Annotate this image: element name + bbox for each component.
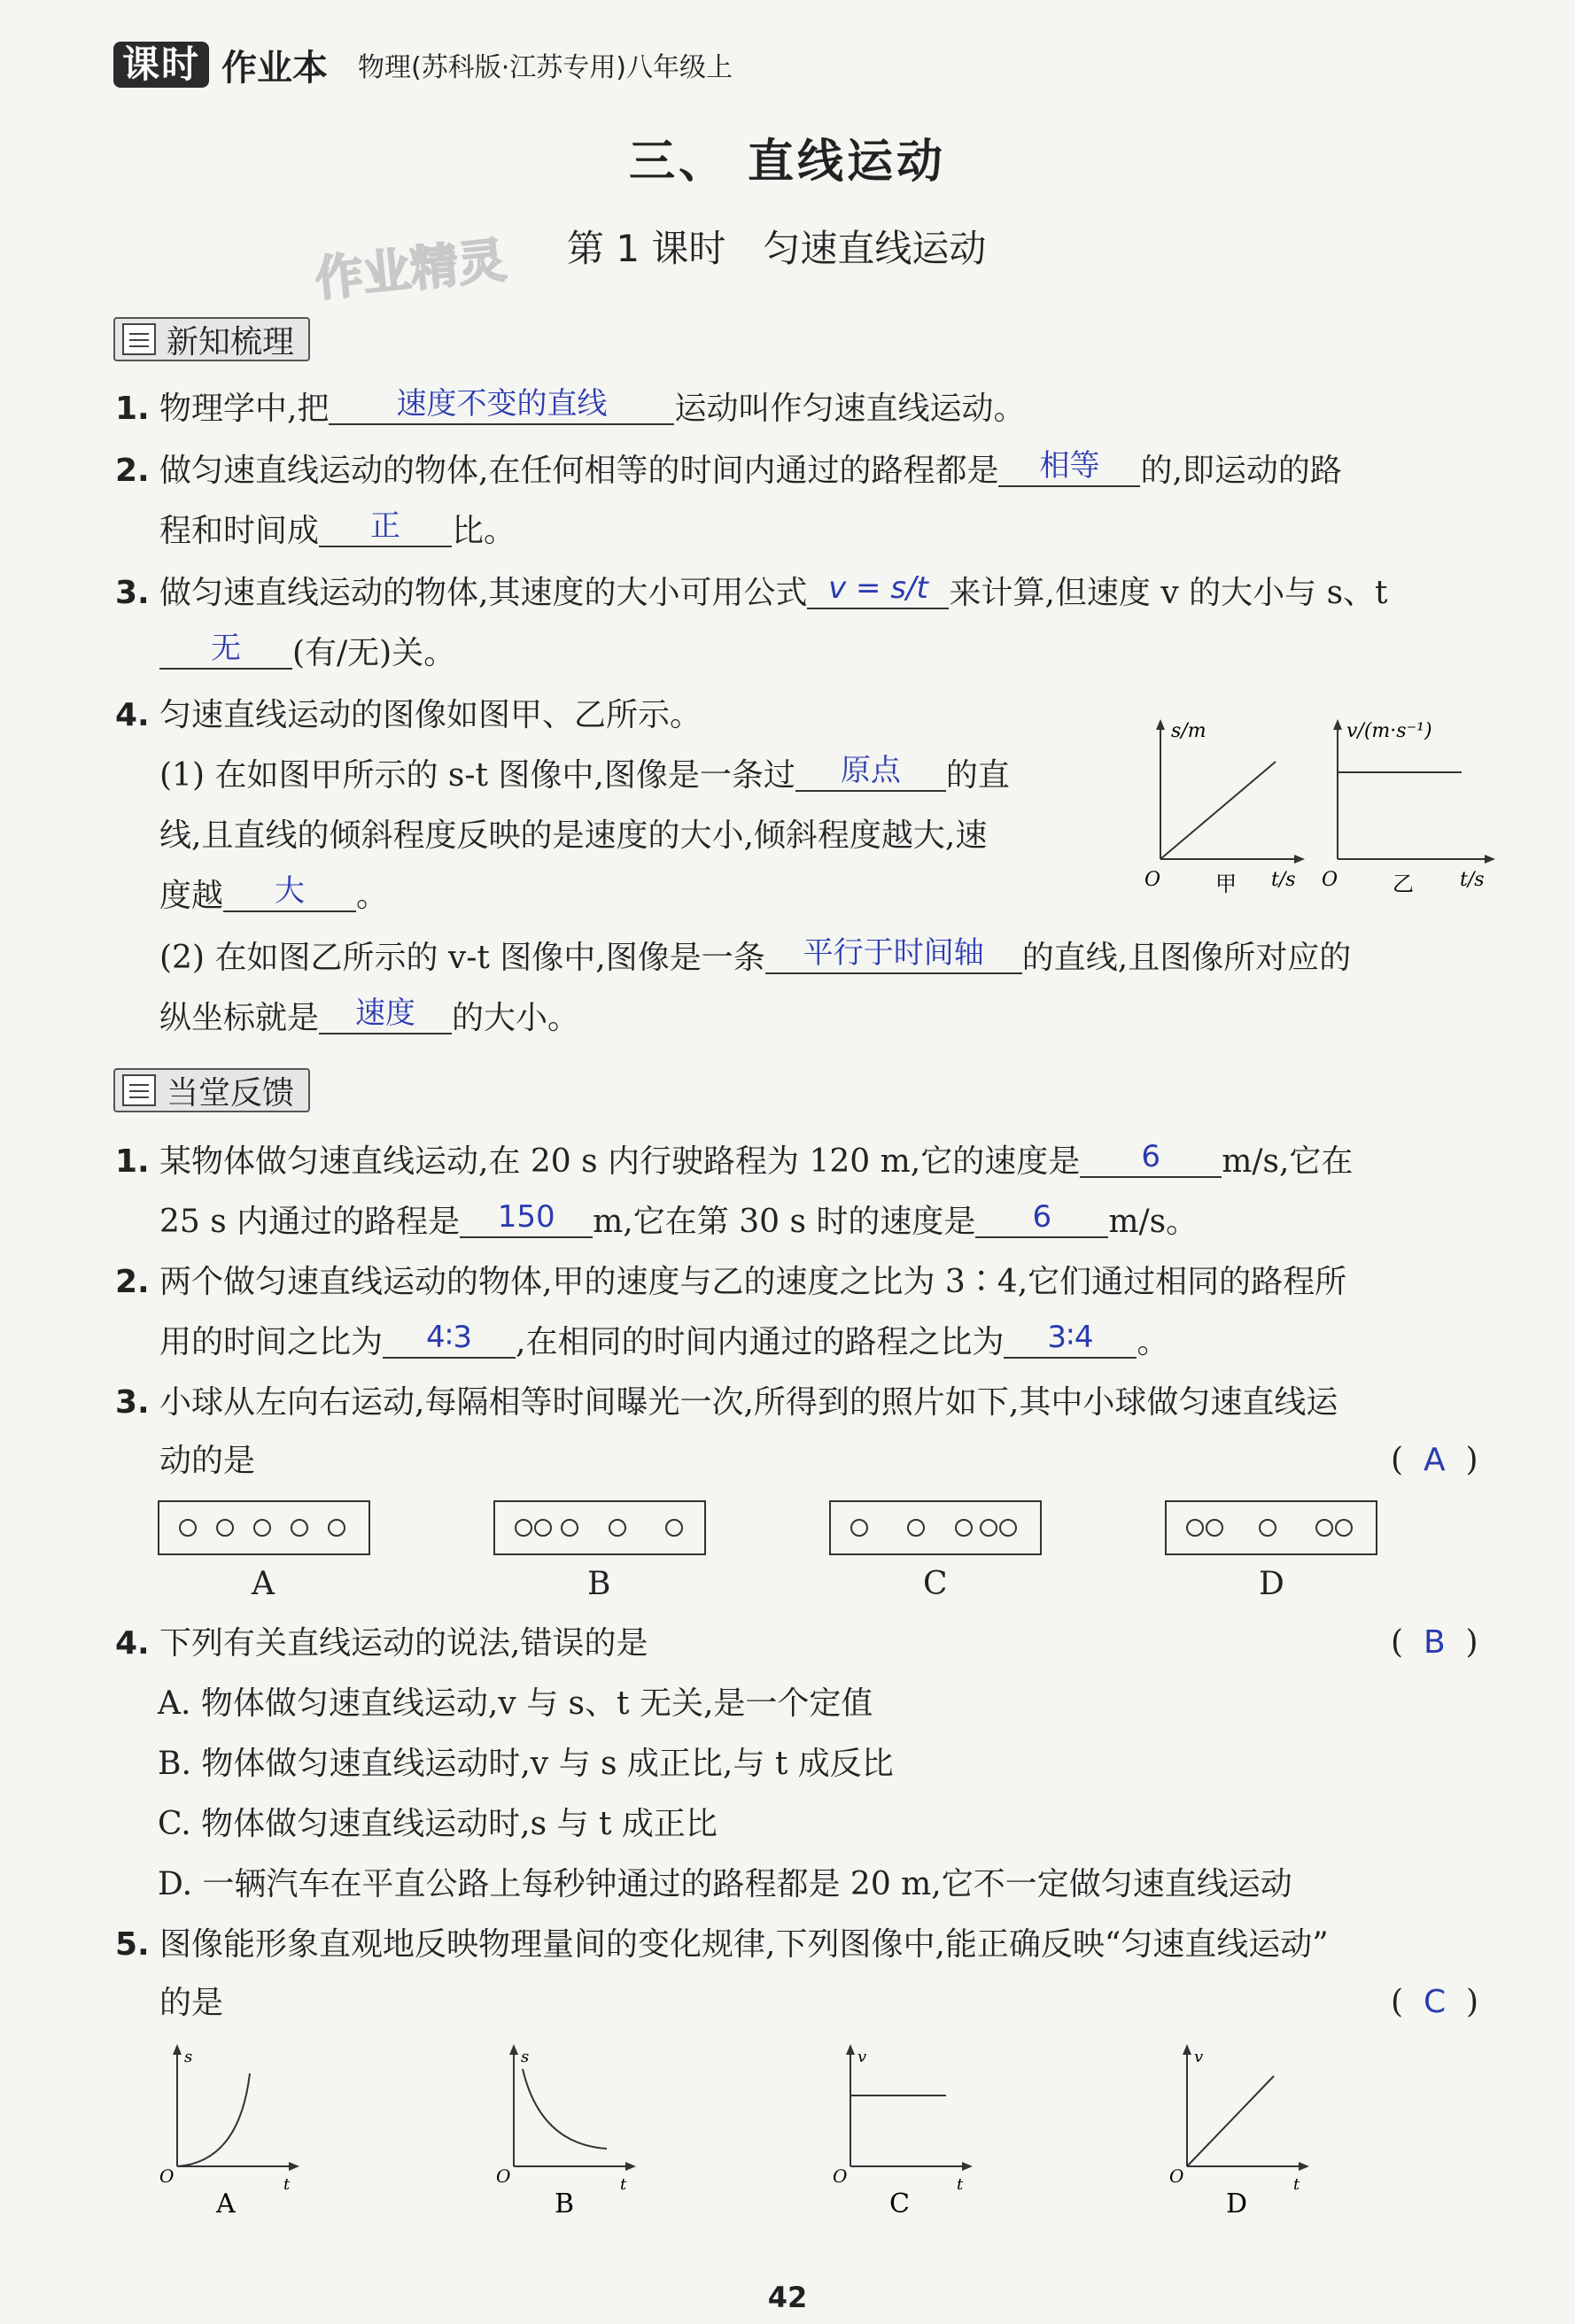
question-text: 。: [356, 878, 389, 914]
ball: [1315, 1519, 1333, 1537]
x-label: t: [620, 2175, 627, 2194]
answer-blank[interactable]: 大: [223, 872, 356, 912]
brand-logo: 课时: [113, 42, 209, 88]
ball: [179, 1519, 197, 1537]
ball: [561, 1519, 578, 1537]
option-b[interactable]: B. 物体做匀速直线运动时,v 与 s 成正比,与 t 成反比: [158, 1746, 894, 1782]
graph-line: [1160, 762, 1276, 859]
question-text: 图像能形象直观地反映物理量间的变化规律,下列图像中,能正确反映“匀速直线运动”: [159, 1926, 1329, 1963]
ball: [955, 1519, 973, 1537]
origin-label: O: [1169, 2165, 1184, 2187]
question-text: 下列有关直线运动的说法,错误的是: [159, 1625, 648, 1662]
question-text: 某物体做匀速直线运动,在 20 s 内行驶路程为 120 m,它的速度是: [159, 1143, 1081, 1180]
question-1: [115, 386, 1026, 430]
ball: [1259, 1519, 1276, 1537]
question-text: 物理学中,把: [159, 391, 330, 427]
answer-blank[interactable]: 原点: [795, 751, 946, 792]
question-number: 4.: [115, 697, 150, 733]
y-axis-arrow: [846, 2044, 855, 2055]
origin-label: O: [1144, 869, 1161, 891]
ball: [253, 1519, 271, 1537]
question-number: 3.: [115, 575, 150, 611]
choice-answer[interactable]: B: [1423, 1624, 1446, 1661]
ball: [291, 1519, 308, 1537]
feedback-q3-line2: 动的是: [159, 1443, 256, 1479]
question-number: 1.: [115, 1143, 150, 1180]
question-4-part1-line1: [159, 753, 1010, 797]
page-header: [113, 37, 733, 92]
question-text: 的直: [945, 757, 1010, 794]
book-name: 作业本: [221, 47, 329, 89]
x-axis-arrow: [1299, 2162, 1309, 2171]
x-label: t: [957, 2175, 964, 2194]
answer-blank[interactable]: 3∶4: [1004, 1318, 1137, 1359]
graph-option-b[interactable]: [487, 2034, 664, 2219]
caption: D: [1226, 2188, 1248, 2219]
x-label: t: [1293, 2175, 1300, 2194]
question-text: 的,即运动的路: [1140, 453, 1342, 489]
caption: 甲: [1215, 872, 1237, 896]
answer-blank[interactable]: 平行于时间轴: [765, 933, 1022, 974]
y-label: v: [1194, 2048, 1204, 2066]
watermark: 作业精灵: [312, 231, 509, 308]
ball: [609, 1519, 626, 1537]
question-2-line2: [159, 508, 516, 553]
question-4-part2-line1: [159, 935, 1352, 980]
question-text: (有/无)关。: [292, 635, 456, 671]
pencil-icon: [122, 1074, 156, 1106]
question-number: 2.: [115, 453, 150, 489]
graph-option-a[interactable]: [151, 2034, 328, 2219]
question-number: 2.: [115, 1264, 150, 1300]
ball: [1186, 1519, 1204, 1537]
question-text: 度越: [159, 878, 224, 914]
graph-curve: [177, 2073, 250, 2166]
feedback-q2-line1: [115, 1263, 1346, 1302]
section-title: 当堂反馈: [167, 1074, 295, 1112]
feedback-q4-stem: [115, 1624, 648, 1663]
answer-blank[interactable]: 速度不变的直线: [329, 384, 674, 425]
answer-blank[interactable]: 速度: [319, 994, 452, 1034]
option-d[interactable]: D. 一辆汽车在平直公路上每秒钟通过的路程都是 20 m,它不一定做匀速直线运动: [158, 1866, 1292, 1902]
graph-line: [1187, 2076, 1274, 2166]
question-2-line1: [115, 448, 1342, 492]
chapter-title: 三、 直线运动: [628, 136, 947, 189]
y-label: s: [184, 2048, 193, 2066]
question-text: 运动叫作匀速直线运动。: [674, 391, 1026, 427]
lesson-title: 第 1 课时 匀速直线运动: [567, 227, 987, 270]
ball: [534, 1519, 552, 1537]
question-text: (1) 在如图甲所示的 s-t 图像中,图像是一条过: [159, 757, 795, 794]
question-text: 纵坐标就是: [159, 1000, 320, 1036]
graph-option-d[interactable]: [1160, 2034, 1338, 2219]
answer-blank[interactable]: v = s/t: [807, 569, 949, 609]
ball: [999, 1519, 1017, 1537]
y-label: v/(m·s⁻¹): [1346, 720, 1432, 742]
question-number: 1.: [115, 391, 150, 427]
origin-label: O: [833, 2165, 848, 2187]
feedback-q1-line1: [115, 1139, 1354, 1183]
option-label: A: [252, 1566, 275, 1602]
option-label: D: [1259, 1566, 1284, 1602]
option-c[interactable]: C. 物体做匀速直线运动时,s 与 t 成正比: [158, 1806, 718, 1842]
notebook-icon: [122, 323, 156, 355]
question-text: 。: [1137, 1324, 1169, 1360]
answer-blank[interactable]: 正: [319, 507, 452, 547]
caption: 乙: [1393, 872, 1414, 896]
choice-answer[interactable]: C: [1423, 1984, 1447, 2020]
x-label: t/s: [1460, 869, 1485, 891]
option-label: C: [923, 1566, 948, 1602]
answer-blank[interactable]: 4∶3: [383, 1318, 516, 1359]
answer-blank[interactable]: 6: [1080, 1137, 1222, 1178]
answer-blank[interactable]: 150: [460, 1197, 593, 1238]
caption: C: [889, 2188, 910, 2219]
subject-label: 物理(苏科版·江苏专用)八年级上: [358, 52, 733, 83]
feedback-q5-line1: [115, 1925, 1329, 1964]
question-text: 的直线,且图像所对应的: [1021, 940, 1352, 976]
ball: [907, 1519, 925, 1537]
question-text: 25 s 内通过的路程是: [159, 1204, 461, 1240]
section-new-knowledge: [113, 317, 310, 361]
question-text: 匀速直线运动的图像如图甲、乙所示。: [159, 697, 702, 733]
question-text: m/s,它在: [1222, 1143, 1354, 1180]
question-4-part1-line2: 线,且直线的倾斜程度反映的是速度的大小,倾斜程度越大,速: [159, 817, 988, 854]
question-text: 小球从左向右运动,每隔相等时间曝光一次,所得到的照片如下,其中小球做匀速直线运: [159, 1384, 1338, 1421]
feedback-q5-line2: 的是: [159, 1985, 224, 2021]
question-text: 做匀速直线运动的物体,在任何相等的时间内通过的路程都是: [159, 453, 999, 489]
x-axis-arrow: [962, 2162, 973, 2171]
ball: [515, 1519, 532, 1537]
question-number: 3.: [115, 1384, 150, 1421]
photo-option-d[interactable]: [1165, 1500, 1377, 1555]
photo-option-b[interactable]: [493, 1500, 706, 1555]
graph-option-c[interactable]: [824, 2034, 1001, 2219]
photo-option-a[interactable]: [158, 1500, 370, 1555]
x-axis-arrow: [1294, 855, 1305, 864]
question-text: ,在相同的时间内通过的路程之比为: [516, 1324, 1005, 1360]
question-text: 比。: [452, 513, 516, 549]
graph-jia: [1134, 709, 1329, 903]
question-text: (2) 在如图乙所示的 v-t 图像中,图像是一条: [159, 940, 765, 976]
y-label: s/m: [1171, 720, 1206, 742]
y-axis-arrow: [1183, 2044, 1191, 2055]
question-text: m,它在第 30 s 时的速度是: [593, 1204, 976, 1240]
page-number: 42: [767, 2281, 808, 2314]
question-4-part1-line3: [159, 873, 389, 918]
answer-blank[interactable]: 无: [159, 629, 292, 670]
question-text: 用的时间之比为: [159, 1324, 384, 1360]
question-4-stem: [115, 696, 702, 735]
x-axis-arrow: [289, 2162, 299, 2171]
question-3-line1: [115, 570, 1388, 615]
ball: [216, 1519, 234, 1537]
origin-label: O: [159, 2165, 175, 2187]
option-label: B: [587, 1566, 611, 1602]
question-number: 5.: [115, 1926, 150, 1963]
ball: [1335, 1519, 1353, 1537]
caption: B: [555, 2188, 575, 2219]
section-title: 新知梳理: [167, 323, 295, 360]
feedback-q3-line1: [115, 1383, 1338, 1422]
origin-label: O: [1322, 869, 1338, 891]
question-number: 4.: [115, 1625, 150, 1662]
question-text: 程和时间成: [159, 513, 320, 549]
origin-label: O: [496, 2165, 511, 2187]
photo-option-c[interactable]: [829, 1500, 1042, 1555]
x-axis-arrow: [625, 2162, 636, 2171]
graph-curve: [523, 2069, 607, 2149]
question-text: 做匀速直线运动的物体,其速度的大小可用公式: [159, 575, 808, 611]
ball: [328, 1519, 345, 1537]
question-text: 的大小。: [452, 1000, 580, 1036]
ball: [665, 1519, 683, 1537]
question-3-line2: [159, 631, 456, 675]
y-axis-arrow: [173, 2044, 182, 2055]
answer-blank[interactable]: 6: [975, 1197, 1108, 1238]
feedback-q2-line2: [159, 1320, 1169, 1364]
choice-answer[interactable]: A: [1423, 1442, 1446, 1478]
y-axis-arrow: [509, 2044, 518, 2055]
question-text: m/s。: [1108, 1204, 1199, 1240]
x-label: t/s: [1271, 869, 1296, 891]
question-4-part2-line2: [159, 995, 580, 1040]
x-label: t: [283, 2175, 291, 2194]
graph-yi: [1311, 709, 1532, 903]
y-label: s: [521, 2048, 530, 2066]
question-text: 来计算,但速度 v 的大小与 s、t: [949, 575, 1388, 611]
answer-paren: ( B ): [1391, 1624, 1478, 1661]
answer-blank[interactable]: 相等: [998, 446, 1140, 487]
ball: [980, 1519, 997, 1537]
y-axis-arrow: [1156, 719, 1165, 730]
option-a[interactable]: A. 物体做匀速直线运动,v 与 s、t 无关,是一个定值: [158, 1685, 873, 1722]
feedback-q1-line2: [159, 1199, 1199, 1243]
answer-paren: ( C ): [1391, 1984, 1479, 2020]
y-label: v: [857, 2048, 867, 2066]
y-axis-arrow: [1333, 719, 1342, 730]
caption: A: [216, 2188, 236, 2219]
answer-paren: ( A ): [1391, 1442, 1478, 1478]
x-axis-arrow: [1485, 855, 1495, 864]
ball: [1206, 1519, 1223, 1537]
question-text: 两个做匀速直线运动的物体,甲的速度与乙的速度之比为 3∶4,它们通过相同的路程所: [159, 1264, 1347, 1300]
ball: [850, 1519, 868, 1537]
section-class-feedback: [113, 1068, 310, 1112]
